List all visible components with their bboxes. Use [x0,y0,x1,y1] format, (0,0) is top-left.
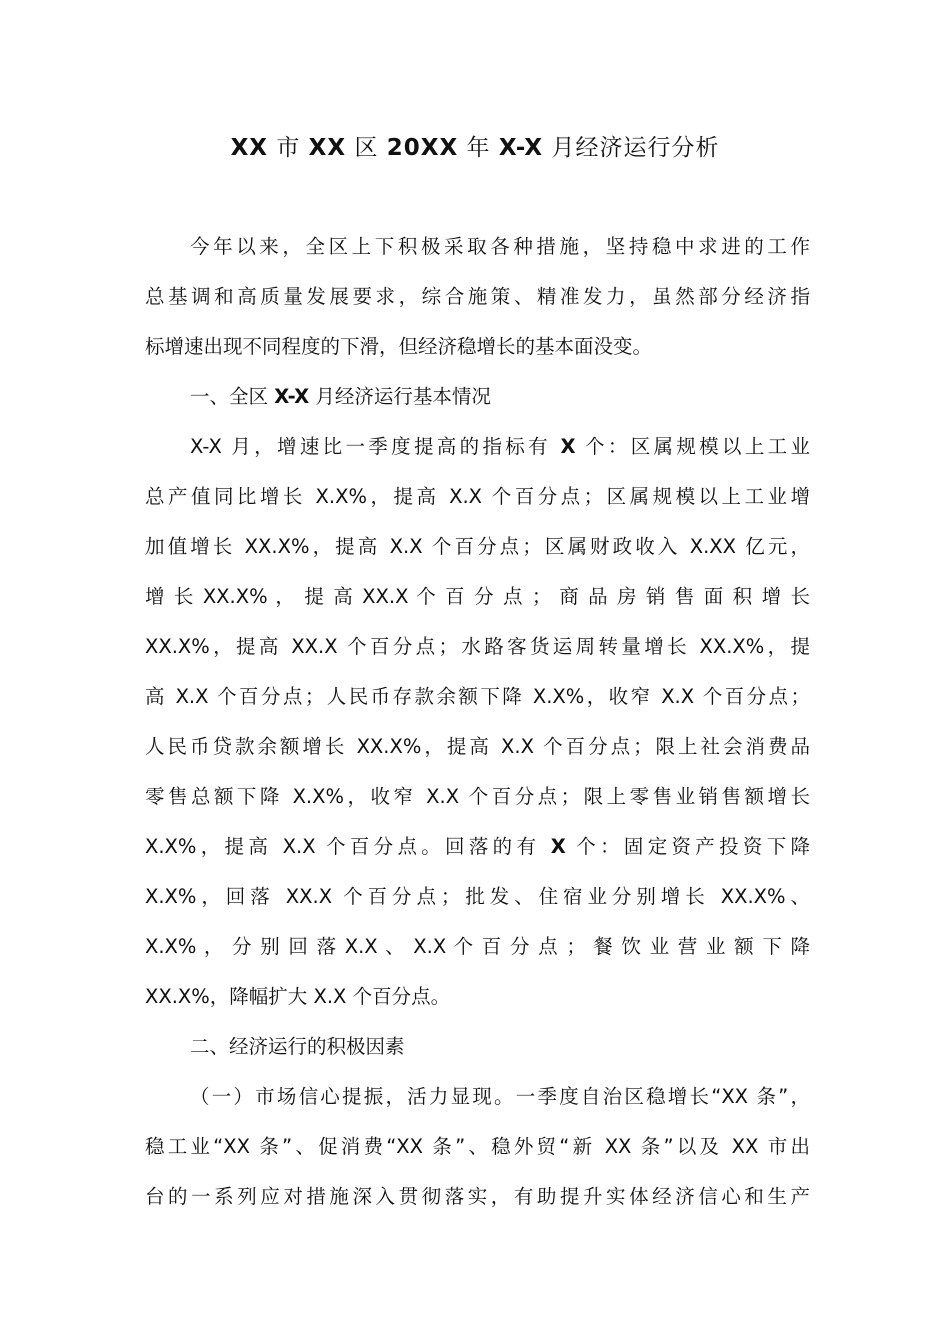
body-line [145,922,810,972]
body-line [145,272,810,322]
title-part: XX [230,135,269,161]
text-segment: 稳工业“XX 条”、促消费“XX 条”、稳外贸“新 XX 条”以及 XX 市出 [145,1135,810,1158]
text-segment: X.X%，回落 XX.X 个百分点；批发、住宿业分别增长 XX.X%、 [145,885,810,908]
text-segment: 高 X.X 个百分点；人民币存款余额下降 X.X%，收窄 X.X 个百分点； [145,685,810,708]
text-segment: 一、全区 [190,385,275,408]
body-line [145,1122,810,1172]
body-line [145,322,810,372]
text-segment: 标增速出现不同程度的下滑，但经济稳增长的基本面没变。 [145,335,653,358]
text-segment: 月经济运行基本情况 [309,385,491,408]
title-part: 月经济运行分析 [551,135,720,161]
text-segment: 台的一系列应对措施深入贯彻落实，有助提升实体经济信心和生产 [145,1185,810,1208]
title-part: XX [308,135,347,161]
body-line [145,472,810,522]
section-heading [190,1022,810,1072]
title-part: X-X [498,135,544,161]
text-segment: 零售总额下降 X.X%，收窄 X.X 个百分点；限上零售业销售额增长 [145,785,810,808]
text-segment: X.X% ， 分 别 回 落 X.X 、 X.X 个 百 分 点 ； 餐 饮 业 营 业 额 下 降 [145,935,810,958]
body-line [145,672,810,722]
text-segment: XX.X%，降幅扩大 X.X 个百分点。 [145,985,451,1008]
text-segment: 加值增长 XX.X%，提高 X.X 个百分点；区属财政收入 X.XX 亿元， [145,535,810,558]
text-segment: 人民币贷款余额增长 XX.X%，提高 X.X 个百分点；限上社会消费品 [145,735,810,758]
body-line [145,522,810,572]
title-part: 20XX [386,135,459,161]
text-segment: 个：区属规模以上工业 [575,435,810,458]
body-line [190,1072,810,1122]
body-line [145,572,810,622]
body-line [145,772,810,822]
text-segment: 二、经济运行的积极因素 [190,1035,405,1058]
body-line [145,622,810,672]
text-segment: 个：固定资产投资下降 [565,835,810,858]
text-segment: （一）市场信心提振，活力显现。一季度自治区稳增长“XX 条”， [190,1085,810,1108]
text-segment: XX.X%，提高 XX.X 个百分点；水路客货运周转量增长 XX.X%，提 [145,635,810,658]
text-segment: X-X [274,385,310,408]
body-line [145,872,810,922]
body-line [190,222,810,272]
body-line [145,722,810,772]
title-part: 年 [466,135,491,161]
title-part: 市 [276,135,301,161]
section-heading [190,372,810,422]
body-line [145,1172,810,1222]
title-part: 区 [354,135,379,161]
body-line [145,972,810,1022]
text-segment: X-X 月，增速比一季度提高的指标有 [190,435,561,458]
text-segment: X [550,835,566,858]
text-segment: 总基调和高质量发展要求，综合施策、精准发力，虽然部分经济指 [145,285,810,308]
body-line [145,822,810,872]
text-segment: 今年以来，全区上下积极采取各种措施，坚持稳中求进的工作 [190,235,810,258]
document-title [100,128,850,168]
text-segment: 总产值同比增长 X.X%，提高 X.X 个百分点；区属规模以上工业增 [145,485,810,508]
text-segment: X [560,435,576,458]
body-line [190,422,810,472]
text-segment: 增 长 XX.X% ， 提 高 XX.X 个 百 分 点 ； 商 品 房 销 售 面 积 增 长 [145,585,810,608]
text-segment: X.X%，提高 X.X 个百分点。回落的有 [145,835,551,858]
